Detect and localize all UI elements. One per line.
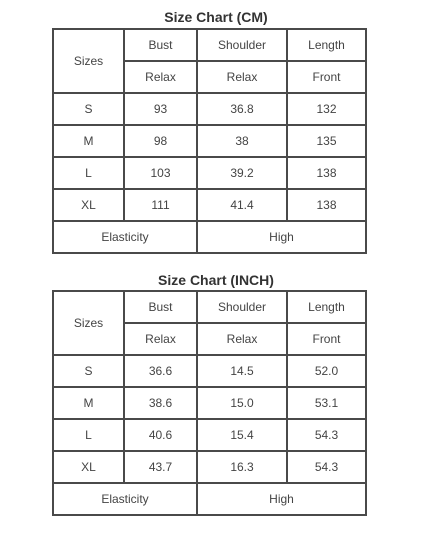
length-subheader: Front	[287, 323, 366, 355]
bust-header: Bust	[124, 29, 197, 61]
size-cell: M	[53, 387, 124, 419]
bust-cell: 93	[124, 93, 197, 125]
shoulder-cell: 16.3	[197, 451, 287, 483]
shoulder-cell: 41.4	[197, 189, 287, 221]
table-row	[53, 157, 366, 189]
length-cell: 54.3	[287, 419, 366, 451]
length-header: Length	[287, 291, 366, 323]
shoulder-header: Shoulder	[197, 291, 287, 323]
bust-cell: 111	[124, 189, 197, 221]
size-chart-inch-table	[52, 290, 367, 516]
length-cell: 135	[287, 125, 366, 157]
sizes-header: Sizes	[53, 291, 124, 355]
size-cell: XL	[53, 451, 124, 483]
bust-cell: 38.6	[124, 387, 197, 419]
elasticity-value: High	[197, 483, 366, 515]
bust-cell: 98	[124, 125, 197, 157]
header-row	[53, 291, 366, 323]
table-row	[53, 189, 366, 221]
elasticity-row	[53, 221, 366, 253]
table-row	[53, 355, 366, 387]
bust-cell: 36.6	[124, 355, 197, 387]
shoulder-cell: 39.2	[197, 157, 287, 189]
length-subheader: Front	[287, 61, 366, 93]
table-row	[53, 125, 366, 157]
size-cell: M	[53, 125, 124, 157]
size-chart-cm-title: Size Chart (CM)	[164, 9, 268, 25]
bust-header: Bust	[124, 291, 197, 323]
length-cell: 138	[287, 157, 366, 189]
bust-cell: 40.6	[124, 419, 197, 451]
shoulder-cell: 15.0	[197, 387, 287, 419]
bust-subheader: Relax	[124, 323, 197, 355]
length-cell: 138	[287, 189, 366, 221]
length-cell: 52.0	[287, 355, 366, 387]
shoulder-subheader: Relax	[197, 323, 287, 355]
elasticity-row	[53, 483, 366, 515]
length-cell: 54.3	[287, 451, 366, 483]
shoulder-subheader: Relax	[197, 61, 287, 93]
bust-cell: 43.7	[124, 451, 197, 483]
size-cell: L	[53, 419, 124, 451]
bust-subheader: Relax	[124, 61, 197, 93]
size-cell: S	[53, 355, 124, 387]
length-header: Length	[287, 29, 366, 61]
bust-cell: 103	[124, 157, 197, 189]
size-chart-cm-table	[52, 28, 367, 254]
elasticity-label: Elasticity	[53, 483, 197, 515]
shoulder-cell: 38	[197, 125, 287, 157]
size-chart-inch-title: Size Chart (INCH)	[158, 272, 274, 288]
elasticity-value: High	[197, 221, 366, 253]
shoulder-header: Shoulder	[197, 29, 287, 61]
table-row	[53, 387, 366, 419]
sizes-header: Sizes	[53, 29, 124, 93]
table-row	[53, 93, 366, 125]
elasticity-label: Elasticity	[53, 221, 197, 253]
table-row	[53, 419, 366, 451]
length-cell: 132	[287, 93, 366, 125]
size-cell: XL	[53, 189, 124, 221]
size-cell: L	[53, 157, 124, 189]
header-row	[53, 29, 366, 61]
length-cell: 53.1	[287, 387, 366, 419]
size-cell: S	[53, 93, 124, 125]
shoulder-cell: 15.4	[197, 419, 287, 451]
table-row	[53, 451, 366, 483]
shoulder-cell: 36.8	[197, 93, 287, 125]
shoulder-cell: 14.5	[197, 355, 287, 387]
